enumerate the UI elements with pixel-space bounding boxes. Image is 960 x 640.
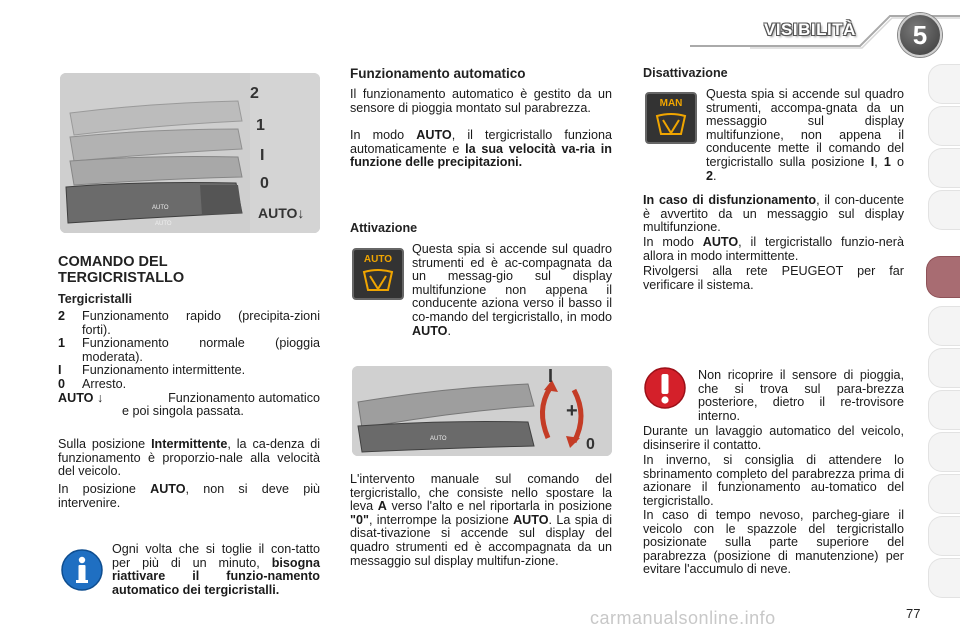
fault-paragraph: In caso di disfunzionamento, il con-ducente è avvertito da un messaggio sul display multifunzione. <box>643 193 904 235</box>
list-key: I <box>58 363 62 378</box>
wiper-positions-list <box>58 310 320 419</box>
snow-paragraph: In caso di tempo nevoso, parcheg-giare il veicolo con le spazzole del tergicristallo posizionate sulla parte superiore del parabrezza (posizione di manutenzione) per evitare l'accumulo di neve. <box>643 508 904 577</box>
override-label-0: 0 <box>586 436 595 453</box>
deactivation-paragraph: Questa spia si accende sul quadro strumenti, accompa-gnata da un messaggio sul display multifunzione, non appena il conducente mette il comando del tergicristallo sulla posizione I, 1 o 2. <box>706 87 905 183</box>
override-label-I: I <box>548 366 554 386</box>
wipers-subtitle: Tergicristalli <box>58 292 132 306</box>
page-number: 77 <box>906 606 921 621</box>
list-value: Funzionamento intermittente. <box>82 363 246 378</box>
chapter-number: 5 <box>898 13 942 57</box>
side-tab-9[interactable] <box>928 432 960 472</box>
side-tab-1[interactable] <box>928 64 960 104</box>
intermittent-paragraph: Sulla posizione Intermittente, la ca-denza di funzionamento è proporzio-nale alla velocità del veicolo. <box>58 437 320 479</box>
list-item-auto <box>58 392 320 419</box>
svg-text:AUTO: AUTO <box>155 221 172 227</box>
car-wash-paragraph: Durante un lavaggio automatico del veicolo, disinserire il contatto. <box>643 424 904 452</box>
list-key: 0 <box>58 376 66 391</box>
winter-paragraph: In inverno, si consiglia di attendere lo sbrinamento completo del parabrezza prima di azionare il funzionamento au-tomatico del tergicristallo. <box>643 453 904 508</box>
auto-text-2: e poi singola passata. <box>122 404 244 419</box>
list-item <box>58 337 320 364</box>
diagram-label-2: 2 <box>250 85 259 102</box>
manual-override-paragraph: L'intervento manuale sul comando del tergicristallo, che consiste nello spostare la leva A verso l'alto e nel riportarla in posizione "0", interrompe la posizione AUTO. La spia di disat-tivazione si accende sul display del quadro strumenti ed è accompagnata da un messaggio sul display multifun-zione. <box>350 472 613 568</box>
side-tab-4[interactable] <box>928 190 960 230</box>
list-item <box>58 310 320 337</box>
list-key: 1 <box>58 336 66 351</box>
activation-title: Attivazione <box>350 221 418 235</box>
service-paragraph: Rivolgersi alla rete PEUGEOT per far verificare il sistema. <box>643 264 904 292</box>
manual-override-illustration <box>352 366 612 456</box>
man-warning-lamp-icon <box>645 92 697 144</box>
side-tab-active[interactable] <box>926 256 960 298</box>
list-value: Funzionamento rapido (precipita-zioni forti). <box>82 309 320 337</box>
chapter-title: VISIBILITÀ <box>764 20 856 39</box>
side-tab-6[interactable] <box>928 306 960 346</box>
section-title-line1: COMANDO DEL <box>58 254 168 270</box>
diagram-label-0: 0 <box>260 175 269 192</box>
fault-auto-paragraph: In modo AUTO, il tergicristallo funzio-nerà allora in modo intermittente. <box>643 235 904 263</box>
section-title-line2: TERGICRISTALLO <box>58 270 185 286</box>
side-tab-7[interactable] <box>928 348 960 388</box>
list-value: Funzionamento normale (pioggia moderata). <box>82 336 320 364</box>
activation-paragraph: Questa spia si accende sul quadro strumenti ed è ac-compagnata da un messag-gio sul display multifunzione non appena il conducente aziona verso il basso il co-mando del tergicristallo, in modo AUTO. <box>412 242 612 338</box>
man-lamp-label: MAN <box>659 98 683 109</box>
info-note: Ogni volta che si toglie il con-tatto per più di un minuto, bisogna riattivare il funzio-namento automatico dei tergicristalli. <box>112 542 320 597</box>
auto-text-1: Funzionamento automatico <box>168 390 320 405</box>
diagram-label-1: 1 <box>256 117 265 134</box>
warning-exclamation-icon <box>643 366 687 410</box>
list-key: 2 <box>58 309 66 323</box>
list-item <box>58 378 320 392</box>
auto-paragraph: In posizione AUTO, non si deve più intervenire. <box>58 482 321 510</box>
svg-text:AUTO: AUTO <box>152 205 169 211</box>
side-tab-11[interactable] <box>928 516 960 556</box>
side-tab-3[interactable] <box>928 148 960 188</box>
section-title <box>58 254 184 286</box>
side-tab-12[interactable] <box>928 558 960 598</box>
auto-mode-title: Funzionamento automatico <box>350 66 526 81</box>
side-tab-8[interactable] <box>928 390 960 430</box>
windscreen-wiper-icon <box>655 112 687 136</box>
auto-mode-intro: Il funzionamento automatico è gestito da un sensore di pioggia montato sul parabrezza. <box>350 87 612 115</box>
deactivation-title: Disattivazione <box>643 66 728 80</box>
side-tab-2[interactable] <box>928 106 960 146</box>
auto-warning-lamp-icon <box>352 248 404 300</box>
watermark: carmanualsonline.info <box>590 608 776 628</box>
diagram-label-auto: AUTO↓ <box>258 205 305 221</box>
override-label-plus: + <box>566 400 578 422</box>
list-key-auto: AUTO ↓ <box>58 390 104 405</box>
wiper-stalk-diagram <box>60 73 320 233</box>
down-arrow-icon: ↓ <box>96 390 104 405</box>
svg-text:AUTO: AUTO <box>430 436 447 442</box>
info-icon <box>60 548 104 592</box>
diagram-label-I: I <box>260 147 265 164</box>
side-tab-10[interactable] <box>928 474 960 514</box>
list-value: Arresto. <box>82 376 127 391</box>
windscreen-wiper-icon <box>362 268 394 292</box>
auto-lamp-label: AUTO <box>363 254 393 265</box>
auto-mode-detail: In modo AUTO, il tergicristallo funziona automaticamente e la sua velocità va-ria in funzione delle precipitazioni. <box>350 128 612 170</box>
down-arrow-icon: ↓ <box>297 205 305 221</box>
warning-paragraph: Non ricoprire il sensore di pioggia, che si trova sul para-brezza posteriore, dietro il re-trovisore interno. <box>698 368 904 423</box>
list-value-auto <box>122 392 320 419</box>
list-item <box>58 364 320 378</box>
